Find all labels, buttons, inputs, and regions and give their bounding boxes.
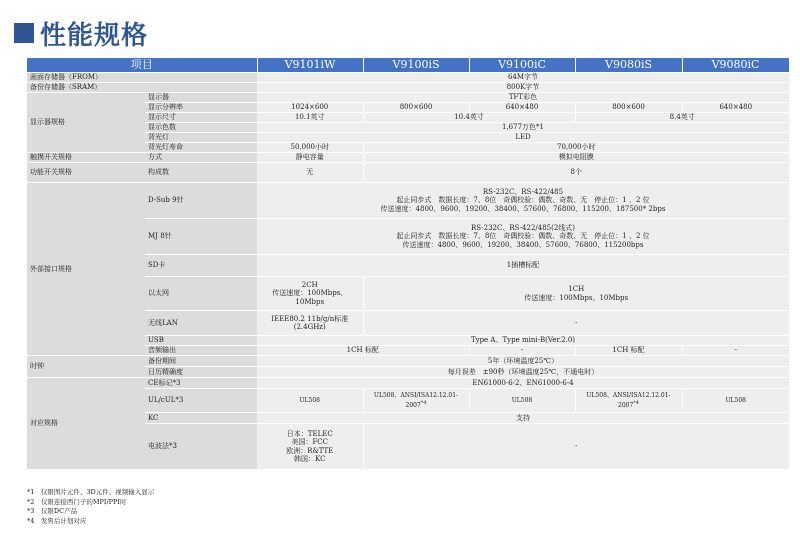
row-label: D-Sub 9针 bbox=[145, 183, 257, 219]
header-model: V9101iW bbox=[257, 58, 363, 73]
group-label: 对应规格 bbox=[27, 378, 145, 470]
wlan-line: IEEE80.2 11b/g/n标准 bbox=[271, 314, 349, 323]
ul-year: 2007 bbox=[405, 401, 421, 409]
cell-value: 静电容量 bbox=[257, 153, 363, 163]
cell-value: UL508 bbox=[469, 389, 575, 413]
table-row bbox=[27, 73, 789, 83]
row-label: 背光灯 bbox=[145, 133, 257, 143]
page-title-block bbox=[14, 16, 148, 50]
row-label: USB bbox=[145, 336, 257, 346]
cell-value bbox=[257, 277, 363, 311]
cell-value: EN61000-6-2、EN61000-6-4 bbox=[257, 378, 789, 389]
cell-value: 1CH 标配 bbox=[257, 346, 469, 356]
footnotes bbox=[27, 488, 154, 526]
group-label: 显示器规格 bbox=[27, 93, 145, 153]
row-label: KC bbox=[145, 413, 257, 424]
eth-line: 传送速度：100Mbps、10Mbps bbox=[524, 293, 629, 302]
cell-value: 8.4英寸 bbox=[575, 113, 789, 123]
header-model: V9080iC bbox=[682, 58, 789, 73]
table-row bbox=[27, 183, 789, 219]
group-label: 外部接口规格 bbox=[27, 183, 145, 356]
footnote: *1 仅限图片元件、3D元件、视频输入显示 bbox=[27, 488, 155, 496]
table-row bbox=[27, 378, 789, 389]
cell-value: 1CH 标配 bbox=[575, 346, 682, 356]
eth-line: 2CH bbox=[301, 280, 318, 289]
ul-footnote-mark: *4 bbox=[420, 399, 427, 406]
ul-year: 2007 bbox=[618, 401, 634, 409]
cell-value: TFT彩色 bbox=[257, 93, 789, 103]
cell-value: 70,000小时 bbox=[363, 143, 789, 153]
cell-value: 1,677万色*1 bbox=[257, 123, 789, 133]
row-label: SD卡 bbox=[145, 255, 257, 277]
radio-line: 韩国：KC bbox=[294, 454, 326, 463]
row-label: CE标记*3 bbox=[145, 378, 257, 389]
cell-value: - bbox=[682, 346, 789, 356]
cell-value: - bbox=[363, 311, 789, 336]
row-label: 显示器 bbox=[145, 93, 257, 103]
dsub-line: 起止同步式 数据长度：7、8位 奇偶校验：偶数、奇数、无 停止位：1 、2 位 bbox=[396, 196, 650, 205]
row-label: 构成数 bbox=[145, 163, 257, 183]
ul-line: UL508、ANSI/ISA12.12.01- bbox=[586, 392, 671, 400]
header-model: V9080iS bbox=[575, 58, 682, 73]
row-label: 电波法*3 bbox=[145, 424, 257, 470]
row-label: MJ 8针 bbox=[145, 219, 257, 255]
cell-value: LED bbox=[257, 133, 789, 143]
cell-value bbox=[363, 389, 469, 413]
cell-value: 1插槽标配 bbox=[257, 255, 789, 277]
dsub-line: 传送速度：4800、9600、19200、38400、57600、76800、115200、187500* 2bps bbox=[380, 204, 666, 213]
cell-value bbox=[363, 277, 789, 311]
ul-line: UL508、ANSI/ISA12.12.01- bbox=[373, 392, 459, 400]
mj-line: 传送速度：4800、9600、19200、38400、57600、76800、115200bps bbox=[402, 240, 644, 249]
row-label: 无线LAN bbox=[145, 311, 257, 336]
group-label: 触摸开关规格 bbox=[27, 153, 145, 163]
ul-line bbox=[579, 400, 679, 409]
radio-line: 美国：FCC bbox=[291, 438, 329, 447]
cell-value: - bbox=[469, 346, 575, 356]
cell-value: UL508 bbox=[682, 389, 789, 413]
cell-value bbox=[575, 389, 682, 413]
cell-value: 10.1英寸 bbox=[257, 113, 363, 123]
row-label: 日历精确度 bbox=[145, 367, 257, 378]
row-label: 画面存储器（FROM） bbox=[27, 73, 257, 83]
spec-table bbox=[27, 58, 790, 470]
table-row bbox=[27, 356, 789, 367]
table-row bbox=[27, 83, 789, 93]
table-row bbox=[27, 153, 789, 163]
group-label: 时钟 bbox=[27, 356, 145, 378]
cell-value: 1024×600 bbox=[257, 103, 363, 113]
cell-value: 5年（环境温度25℃） bbox=[257, 356, 789, 367]
cell-value: - bbox=[363, 424, 789, 470]
row-label: 音频输出 bbox=[145, 346, 257, 356]
table-row bbox=[27, 93, 789, 103]
row-label: 显示尺寸 bbox=[145, 113, 257, 123]
cell-value bbox=[257, 424, 363, 470]
dsub-line: RS-232C、RS-422/485 bbox=[482, 187, 564, 196]
cell-value: 8个 bbox=[363, 163, 789, 183]
row-label: 备份期间 bbox=[145, 356, 257, 367]
cell-value bbox=[257, 219, 789, 255]
row-label: 方式 bbox=[145, 153, 257, 163]
footnote: *4 发售后计划对应 bbox=[27, 516, 87, 525]
cell-value: 800×600 bbox=[575, 103, 682, 113]
cell-value: 64M字节 bbox=[257, 73, 789, 83]
header-model: V9100iS bbox=[363, 58, 469, 73]
table-header bbox=[27, 58, 789, 73]
cell-value: 640×480 bbox=[469, 103, 575, 113]
mj-line: RS-232C、RS-422/485(2线式) bbox=[470, 223, 576, 232]
cell-value: 每月误差 ±90秒（环境温度25℃，不通电时） bbox=[257, 367, 789, 378]
footnote: *2 仅限连接西门子的MPI/PPI时 bbox=[27, 497, 127, 506]
group-label: 功能开关规格 bbox=[27, 163, 145, 183]
ul-line bbox=[367, 400, 466, 409]
table-row bbox=[27, 163, 789, 183]
ul-footnote-mark: *4 bbox=[633, 399, 639, 406]
cell-value: 无 bbox=[257, 163, 363, 183]
eth-line: 传送速度：100Mbps、 bbox=[272, 289, 348, 298]
cell-value bbox=[257, 183, 789, 219]
cell-value: UL508 bbox=[257, 389, 363, 413]
mj-line: 起止同步式 数据长度：7、8位 奇偶校验：偶数、奇数、无 停止位：1 、2 位 bbox=[396, 232, 650, 241]
cell-value: 800×600 bbox=[363, 103, 469, 113]
row-label: 显示分辨率 bbox=[145, 103, 257, 113]
eth-line: 10Mbps bbox=[295, 297, 325, 306]
page-title: 性能规格 bbox=[40, 20, 149, 51]
cell-value: 模拟电阻膜 bbox=[363, 153, 789, 163]
cell-value: 800K字节 bbox=[257, 83, 789, 93]
row-label: 以太网 bbox=[145, 277, 257, 311]
cell-value: 支持 bbox=[257, 413, 789, 424]
cell-value: 50,000小时 bbox=[257, 143, 363, 153]
header-item: 项目 bbox=[27, 58, 257, 73]
radio-line: 日本：TELEC bbox=[286, 429, 333, 438]
cell-value: Type A、Type mini-B(Ver.2.0) bbox=[257, 336, 789, 346]
cell-value bbox=[257, 311, 363, 336]
header-model: V9100iC bbox=[469, 58, 575, 73]
title-square-icon bbox=[14, 23, 34, 43]
eth-line: 1CH bbox=[568, 285, 585, 294]
row-label: 备份存储器（SRAM） bbox=[27, 83, 257, 93]
cell-value: 640×480 bbox=[682, 103, 789, 113]
cell-value: 10.4英寸 bbox=[363, 113, 575, 123]
wlan-line: (2.4GHz) bbox=[293, 323, 326, 331]
radio-line: 欧洲：R&TTE bbox=[286, 446, 334, 455]
footnote: *3 仅限DC产品 bbox=[27, 507, 78, 515]
row-label: 显示色数 bbox=[145, 123, 257, 133]
row-label: UL/cUL*3 bbox=[145, 389, 257, 413]
row-label: 背光灯寿命 bbox=[145, 143, 257, 153]
